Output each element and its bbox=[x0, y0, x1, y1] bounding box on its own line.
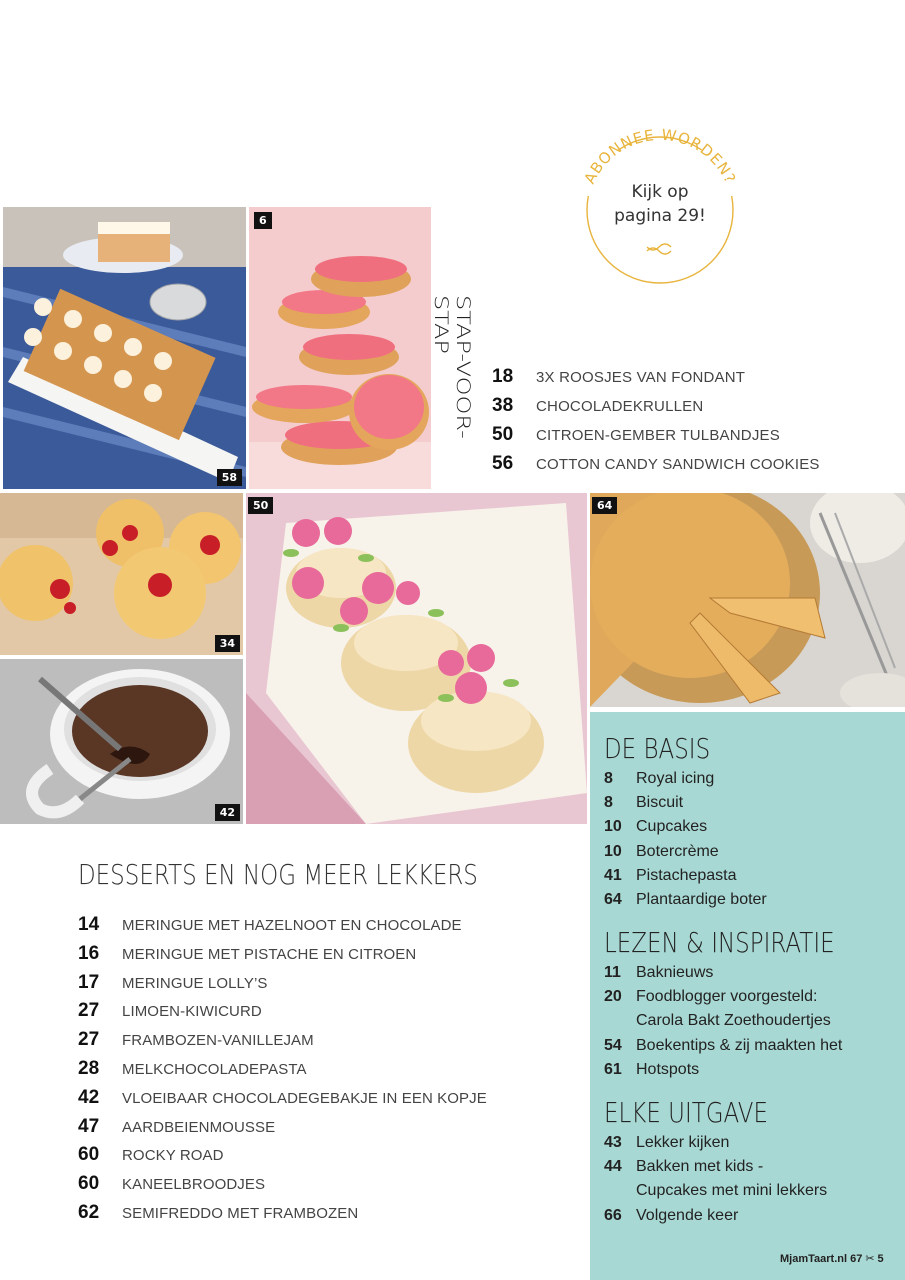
list-item[interactable] bbox=[604, 767, 767, 791]
list-item[interactable] bbox=[604, 961, 842, 985]
item-title: Cupcakes met mini lekkers bbox=[636, 1182, 828, 1200]
page-number: 43 bbox=[604, 1134, 622, 1151]
item-title: MERINGUE MET PISTACHE EN CITROEN bbox=[122, 945, 417, 963]
item-title: Plantaardige boter bbox=[636, 891, 767, 909]
item-title: Foodblogger voorgesteld: bbox=[636, 988, 818, 1006]
list-item[interactable] bbox=[492, 395, 820, 424]
list-item[interactable] bbox=[78, 1202, 487, 1231]
list-item[interactable] bbox=[78, 1173, 487, 1202]
page-number: 10 bbox=[604, 842, 622, 860]
list-item[interactable] bbox=[604, 864, 767, 888]
item-title: Bakken met kids - bbox=[636, 1158, 764, 1176]
page-number: 10 bbox=[604, 818, 622, 836]
page-number: 16 bbox=[78, 942, 100, 964]
tulbandjes-image bbox=[246, 493, 587, 824]
page-number: 41 bbox=[604, 866, 622, 884]
page-number: 44 bbox=[604, 1158, 622, 1176]
photo-page-number: 6 bbox=[254, 212, 272, 229]
item-title: MELKCHOCOLADEPASTA bbox=[122, 1060, 307, 1078]
page-number bbox=[604, 1179, 636, 1203]
page-number: 56 bbox=[492, 453, 514, 474]
page-number: 54 bbox=[604, 1036, 622, 1054]
uitgave-section-title: ELKE UITGAVE bbox=[604, 1096, 769, 1129]
list-item[interactable] bbox=[604, 840, 767, 864]
badge-line1: Kijk op bbox=[631, 182, 689, 202]
page-number: 60 bbox=[78, 1144, 100, 1166]
item-title: SEMIFREDDO MET FRAMBOZEN bbox=[122, 1204, 359, 1222]
subscribe-badge bbox=[575, 120, 745, 295]
page-number: 50 bbox=[492, 424, 514, 445]
list-item[interactable] bbox=[78, 1144, 487, 1173]
list-item[interactable] bbox=[604, 1155, 827, 1179]
list-item[interactable] bbox=[604, 1058, 842, 1082]
uitgave-list bbox=[604, 1131, 827, 1228]
list-item[interactable] bbox=[78, 972, 487, 1001]
item-title: Lekker kijken bbox=[636, 1134, 730, 1151]
item-title: LIMOEN-KIWICURD bbox=[122, 1003, 262, 1021]
page-number: 61 bbox=[604, 1060, 622, 1078]
lezen-section-title: LEZEN & INSPIRATIE bbox=[604, 926, 835, 959]
page-footer bbox=[780, 1252, 884, 1265]
cookies-image bbox=[0, 493, 243, 655]
page-number: 42 bbox=[78, 1086, 100, 1108]
page-number: 62 bbox=[78, 1201, 100, 1223]
page-number: 17 bbox=[78, 971, 100, 993]
item-title: Baknieuws bbox=[636, 964, 714, 981]
lava-image bbox=[0, 659, 243, 824]
badge-text bbox=[605, 180, 715, 228]
list-item[interactable] bbox=[604, 1179, 827, 1203]
page-number: 8 bbox=[604, 770, 613, 787]
list-item[interactable] bbox=[78, 943, 487, 972]
stap-voor-stap-list bbox=[492, 366, 820, 482]
list-item[interactable] bbox=[604, 985, 842, 1009]
list-item[interactable] bbox=[492, 424, 820, 453]
badge-line2: pagina 29! bbox=[614, 206, 706, 226]
desserts-section-title: DESSERTS EN NOG MEER LEKKERS bbox=[78, 858, 478, 891]
photo-page-number: 42 bbox=[215, 804, 240, 821]
footer-page-number: 5 bbox=[877, 1253, 884, 1265]
list-item[interactable] bbox=[604, 1204, 827, 1228]
photo-page-number: 58 bbox=[217, 469, 242, 486]
donuts-image bbox=[249, 207, 431, 489]
page-number: 66 bbox=[604, 1206, 622, 1224]
item-title: 3X ROOSJES VAN FONDANT bbox=[536, 369, 746, 386]
footer-site: MjamTaart.nl 67 bbox=[780, 1253, 863, 1265]
photo-donuts[interactable] bbox=[249, 207, 431, 489]
photo-lava[interactable] bbox=[0, 659, 243, 824]
page-number: 20 bbox=[604, 988, 622, 1006]
basis-list bbox=[604, 767, 767, 912]
list-item[interactable] bbox=[78, 1116, 487, 1145]
item-title: COTTON CANDY SANDWICH COOKIES bbox=[536, 456, 820, 473]
page-number: 47 bbox=[78, 1115, 100, 1137]
item-title: Volgende keer bbox=[636, 1206, 739, 1224]
cakes-image bbox=[3, 207, 246, 489]
list-item[interactable] bbox=[604, 815, 767, 839]
item-title: Hotspots bbox=[636, 1060, 700, 1078]
page-number bbox=[604, 1009, 636, 1033]
item-title: Cupcakes bbox=[636, 818, 708, 836]
item-title: CHOCOLADEKRULLEN bbox=[536, 398, 704, 415]
item-title: KANEELBROODJES bbox=[122, 1176, 266, 1194]
item-title: Carola Bakt Zoethoudertjes bbox=[636, 1012, 831, 1030]
photo-pie[interactable] bbox=[590, 493, 905, 707]
list-item[interactable] bbox=[78, 1087, 487, 1116]
photo-cakes[interactable] bbox=[3, 207, 246, 489]
item-title: CITROEN-GEMBER TULBANDJES bbox=[536, 427, 780, 444]
item-title: Royal icing bbox=[636, 770, 715, 787]
list-item[interactable] bbox=[78, 1029, 487, 1058]
page-number: 18 bbox=[492, 366, 514, 387]
list-item[interactable] bbox=[604, 1034, 842, 1058]
list-item[interactable] bbox=[78, 1000, 487, 1029]
item-title: Biscuit bbox=[636, 794, 684, 812]
item-title: Pistachepasta bbox=[636, 866, 737, 884]
page-number: 38 bbox=[492, 395, 514, 416]
list-item[interactable] bbox=[604, 1009, 842, 1033]
page-number: 28 bbox=[78, 1057, 100, 1079]
page-number: 8 bbox=[604, 794, 613, 812]
badge-arc-text: ABONNEE WORDEN? bbox=[580, 125, 740, 187]
item-title: VLOEIBAAR CHOCOLADEGEBAKJE IN EEN KOPJE bbox=[122, 1089, 487, 1107]
list-item[interactable] bbox=[492, 453, 820, 482]
stap-voor-stap-label: STAP-VOOR-STAP bbox=[430, 295, 475, 439]
photo-page-number: 34 bbox=[215, 635, 240, 652]
list-item[interactable] bbox=[604, 791, 767, 815]
list-item[interactable] bbox=[78, 914, 487, 943]
page-number: 11 bbox=[604, 964, 621, 981]
list-item[interactable] bbox=[604, 1131, 827, 1155]
photo-tulbandjes[interactable] bbox=[246, 493, 587, 824]
desserts-list bbox=[78, 914, 487, 1231]
list-item[interactable] bbox=[78, 1058, 487, 1087]
photo-page-number: 64 bbox=[592, 497, 617, 514]
list-item[interactable] bbox=[492, 366, 820, 395]
lezen-list bbox=[604, 961, 842, 1082]
page-number: 14 bbox=[78, 914, 100, 935]
item-title: AARDBEIENMOUSSE bbox=[122, 1118, 276, 1136]
item-title: MERINGUE LOLLY’S bbox=[122, 974, 268, 992]
item-title: ROCKY ROAD bbox=[122, 1147, 224, 1165]
page-number: 27 bbox=[78, 1029, 100, 1051]
page-number: 60 bbox=[78, 1173, 100, 1195]
scissors-icon: ✂ bbox=[865, 1253, 875, 1265]
photo-cookies[interactable] bbox=[0, 493, 243, 655]
page-number: 27 bbox=[78, 1000, 100, 1022]
basis-section-title: DE BASIS bbox=[604, 732, 711, 765]
pie-image bbox=[590, 493, 905, 707]
page-number: 64 bbox=[604, 891, 622, 909]
photo-page-number: 50 bbox=[248, 497, 273, 514]
item-title: FRAMBOZEN-VANILLEJAM bbox=[122, 1032, 314, 1050]
item-title: Botercrème bbox=[636, 842, 719, 860]
list-item[interactable] bbox=[604, 888, 767, 912]
item-title: Boekentips & zij maakten het bbox=[636, 1036, 843, 1054]
item-title: MERINGUE MET HAZELNOOT EN CHOCOLADE bbox=[122, 917, 462, 934]
